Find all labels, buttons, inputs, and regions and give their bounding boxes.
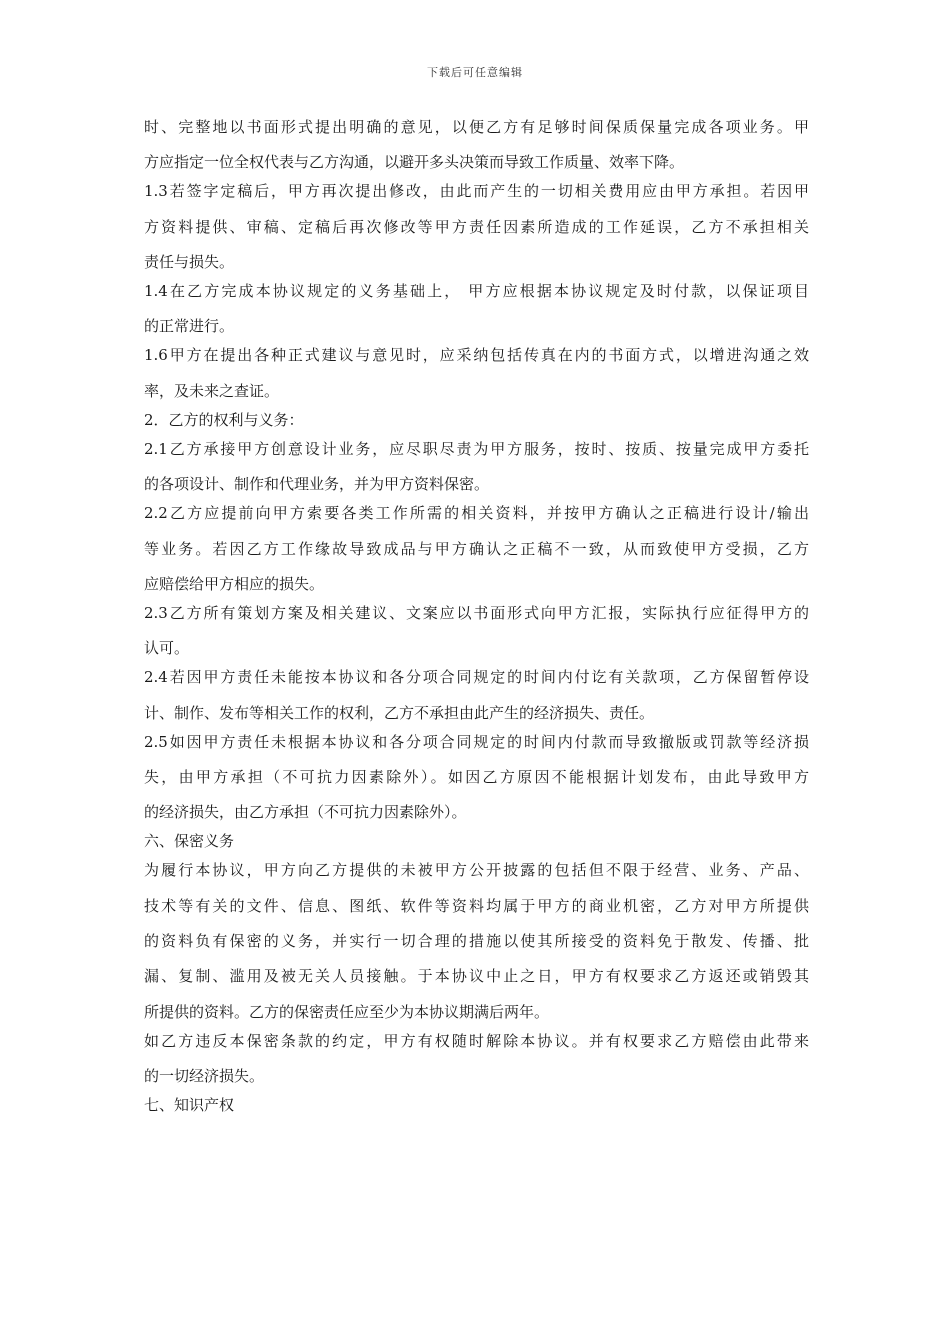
document-line: 计、制作、发布等相关工作的权利，乙方不承担由此产生的经济损失、责任。	[144, 703, 655, 722]
document-line: 2.2乙方应提前向甲方索要各类工作所需的相关资料，并按甲方确认之正稿进行设计/输出	[144, 504, 809, 523]
document-line: 1.6甲方在提出各种正式建议与意见时，应采纳包括传真在内的书面方式，以增进沟通之效	[144, 346, 809, 365]
document-line: 所提供的资料。乙方的保密责任应至少为本协议期满后两年。	[144, 1002, 550, 1021]
document-line: 应赔偿给甲方相应的损失。	[144, 574, 325, 593]
document-line: 时、完整地以书面形式提出明确的意见，以便乙方有足够时间保质保量完成各项业务。甲	[144, 118, 809, 136]
document-line: 如乙方违反本保密条款的约定，甲方有权随时解除本协议。并有权要求乙方赔偿由此带来	[144, 1031, 809, 1050]
document-line: 失，由甲方承担（不可抗力因素除外）。如因乙方原因不能根据计划发布，由此导致甲方	[144, 767, 809, 786]
document-line: 2.4若因甲方责任未能按本协议和各分项合同规定的时间内付讫有关款项，乙方保留暂停设	[144, 668, 809, 687]
page-header-note: 下载后可任意编辑	[427, 66, 523, 79]
document-line: 1.3若签字定稿后，甲方再次提出修改，由此而产生的一切相关费用应由甲方承担。若因甲	[144, 182, 809, 201]
document-body	[144, 119, 809, 1126]
document-line: 七、知识产权	[144, 1096, 235, 1114]
document-line: 六、保密义务	[144, 832, 235, 851]
document-line: 等业务。若因乙方工作缘故导致成品与甲方确认之正稿不一致，从而致使甲方受损，乙方	[144, 539, 809, 558]
document-line: 2.3乙方所有策划方案及相关建议、文案应以书面形式向甲方汇报，实际执行应征得甲方的	[144, 603, 809, 622]
document-line: 的资料负有保密的义务，并实行一切合理的措施以使其所接受的资料免于散发、传播、批	[144, 931, 809, 950]
document-line: 1.4在乙方完成本协议规定的义务基础上， 甲方应根据本协议规定及时付款，以保证项目	[144, 282, 809, 301]
document-line: 的正常进行。	[144, 317, 235, 336]
document-line: 认可。	[144, 639, 190, 658]
document-line: 的经济损失，由乙方承担（不可抗力因素除外）。	[144, 803, 467, 822]
document-line: 责任与损失。	[144, 252, 235, 271]
document-line: 为履行本协议，甲方向乙方提供的未被甲方公开披露的包括但不限于经营、业务、产品、	[144, 861, 809, 880]
document-line: 漏、复制、滥用及被无关人员接触。于本协议中止之日，甲方有权要求乙方返还或销毁其	[144, 967, 809, 986]
document-line: 2．乙方的权利与义务：	[144, 410, 304, 429]
document-line: 2.5如因甲方责任未根据本协议和各分项合同规定的时间内付款而导致撤版或罚款等经济损	[144, 732, 809, 751]
document-line: 的一切经济损失。	[144, 1066, 265, 1085]
document-line: 技术等有关的文件、信息、图纸、软件等资料均属于甲方的商业机密，乙方对甲方所提供	[144, 896, 809, 915]
document-line: 的各项设计、制作和代理业务，并为甲方资料保密。	[144, 475, 490, 494]
document-line: 2.1乙方承接甲方创意设计业务，应尽职尽责为甲方服务，按时、按质、按量完成甲方委托	[144, 439, 809, 458]
document-line: 方资料提供、审稿、定稿后再次修改等甲方责任因素所造成的工作延误，乙方不承担相关	[144, 217, 809, 236]
document-line: 率，及未来之查证。	[144, 381, 280, 400]
document-line: 方应指定一位全权代表与乙方沟通，以避开多头决策而导致工作质量、效率下降。	[144, 153, 685, 172]
